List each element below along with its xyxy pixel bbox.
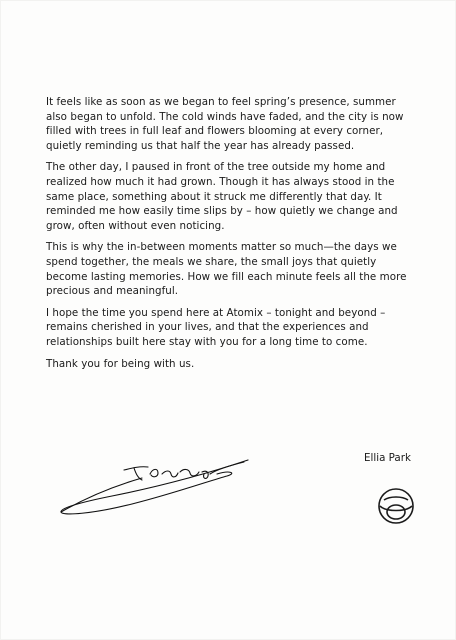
signature-icon [52,452,257,522]
author-name: Ellia Park [364,452,411,464]
paragraph-1: It feels like as soon as we began to feel spring’s presence, summer also began to unfold. The cold winds have faded, and the city is now filled with trees in full leaf and flowers blooming at every corner, quietly reminding us that half the year has already passed. [46,96,404,152]
letter-body [46,95,418,378]
atomix-logo-icon [376,486,416,526]
closing-line: Thank you for being with us. [46,357,195,370]
paragraph-2: The other day, I paused in front of the tree outside my home and realized how much it had grown. Though it has always stood in the same place, something about it struck me differently that day. It reminded me how easily time slips by – how quietly we change and grow, often without even noticing. [46,161,398,232]
paragraph-3: This is why the in-between moments matter so much—the days we spend together, the meals we share, the small joys that quietly become lasting memories. How we fill each minute feels all the more precious and meaningful. [46,241,407,298]
paragraph-4: I hope the time you spend here at Atomix – tonight and beyond – remains cherished in your lives, and that the experiences and relationships built here stay with you for a long time to come. [46,306,386,348]
